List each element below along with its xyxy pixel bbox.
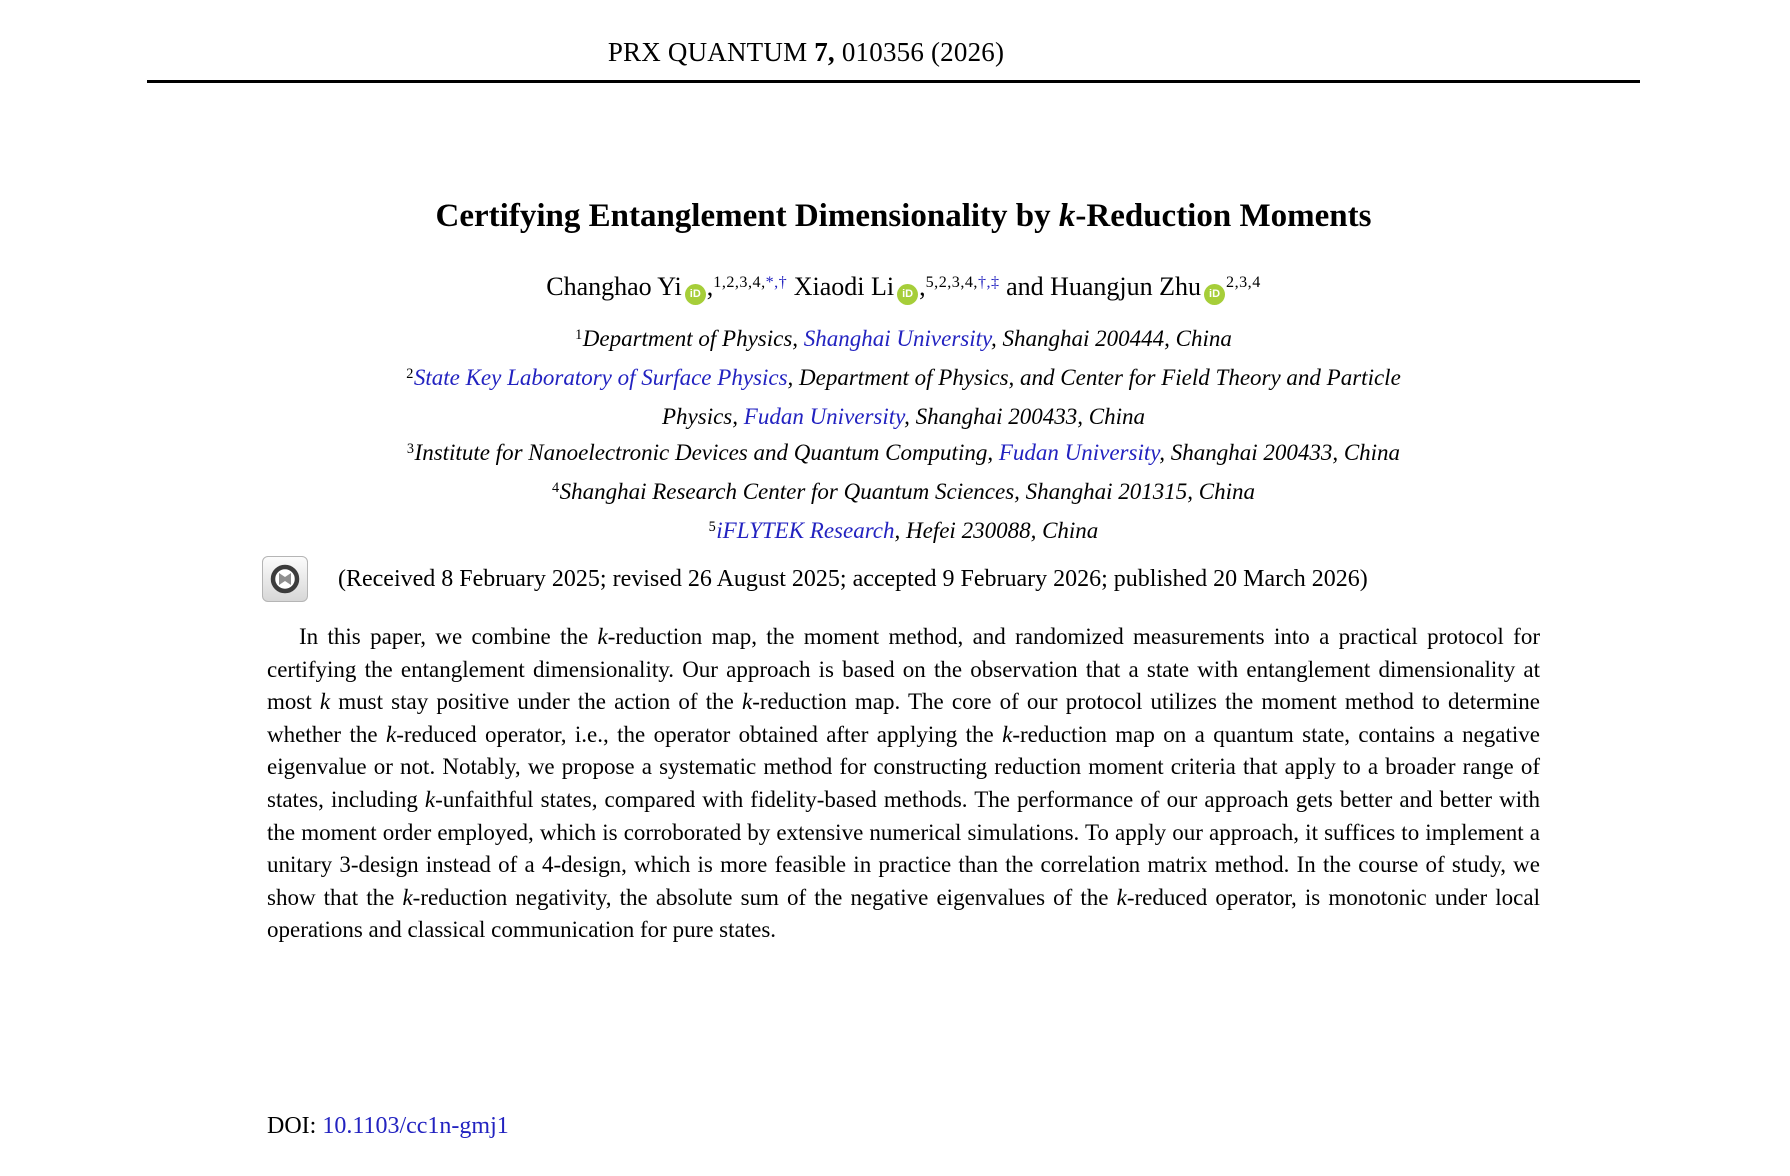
text-span: PRX QUANTUM [607, 37, 815, 67]
text-span: , [919, 272, 926, 301]
affiliation-line [267, 513, 1540, 552]
affiliation-line [267, 435, 1540, 474]
text-span: -reduced operator, is monotonic under local operations and classical communication for pure states. [267, 884, 1540, 943]
doi-line [267, 1113, 509, 1140]
text-link[interactable]: Shanghai University [803, 326, 991, 351]
text-span: Department of Physics, [582, 326, 804, 351]
article-title [267, 196, 1540, 236]
abstract [267, 621, 1540, 947]
affiliation-line [267, 321, 1540, 360]
text-span: k [742, 689, 753, 715]
text-span: , Department of Physics, and Center for Field Theory and Particle [787, 365, 1401, 390]
text-span: -reduction map on a quantum state, contains a negative eigenvalue or not. Notably, we propose a systematic method for constructing reduction moment criteria that apply to a broader range of states, including [267, 721, 1540, 812]
text-span: k [424, 786, 436, 812]
doi-link[interactable]: 10.1103/cc1n-gmj1 [322, 1113, 509, 1139]
text-span: k [1002, 721, 1013, 747]
text-span: k [597, 624, 608, 649]
header-rule [147, 80, 1640, 83]
text-link[interactable]: iFLYTEK Research [716, 518, 895, 543]
text-span: 5 [708, 518, 717, 535]
crossmark-icon[interactable] [262, 556, 308, 602]
text-span: , Shanghai 200444, China [990, 326, 1232, 351]
text-span: 4 [551, 479, 560, 496]
text-span: 7, [814, 37, 835, 67]
text-link[interactable]: Fudan University [998, 440, 1160, 465]
text-span: 1,2,3,4, [713, 273, 766, 291]
text-span: 1 [575, 326, 583, 343]
text-span: and Huangjun Zhu [999, 272, 1202, 301]
text-span: k [1116, 884, 1127, 910]
text-span: Physics, [662, 404, 744, 429]
text-link[interactable]: †,‡ [977, 273, 1000, 291]
text-span: , Shanghai 200433, China [1159, 440, 1401, 465]
doi-label: DOI: [267, 1113, 323, 1139]
text-span: , Hefei 230088, China [894, 518, 1099, 543]
text-span: k [385, 721, 397, 747]
text-link[interactable]: Fudan University [743, 404, 905, 429]
authors-line [267, 268, 1540, 310]
text-link[interactable]: State Key Laboratory of Surface Physics [413, 365, 788, 390]
text-span: -reduction map. The core of our protocol utilizes the moment method to determine whether the [267, 689, 1541, 747]
text-span: 010356 (2026) [834, 37, 1005, 67]
text-link[interactable]: *,† [765, 273, 788, 291]
received-row [262, 556, 1547, 602]
text-span: , Shanghai 200433, China [904, 404, 1145, 429]
text-span: -reduction map, the moment method, and randomized measurements into a practical protocol for certifying the entanglement dimensionality. Our approach is based on the observation that a state with entanglement dimensionality at most [267, 624, 1540, 715]
affiliations-block [267, 321, 1540, 552]
text-span: Xiaodi Li [787, 272, 895, 301]
affiliation-line [267, 474, 1540, 513]
text-span: 2,3,4 [1226, 273, 1261, 291]
text-span: 2 [406, 365, 414, 382]
text-span: Shanghai Research Center for Quantum Sciences, Shanghai 201315, China [559, 479, 1256, 504]
text-span: , [706, 272, 714, 301]
text-span: must stay positive under the action of the [330, 689, 742, 715]
orcid-icon[interactable]: iD [897, 284, 918, 305]
text-span: 3 [406, 440, 415, 457]
text-span: -reduction negativity, the absolute sum of the negative eigenvalues of the [412, 884, 1117, 910]
text-span: -unfaithful states, compared with fidelity-based methods. The performance of our approach gets better and better with the moment order employed, which is corroborated by extensive numerical simulations. To apply our approach, it suffices to implement a unitary 3-design instead of a 4-design, which is more feasible in practice than the correlation matrix method. In the course of study, we show that the [267, 786, 1540, 910]
text-span: -Reduction Moments [1075, 198, 1372, 234]
text-span: Certifying Entanglement Dimensionality by [435, 198, 1059, 234]
text-span: k [1058, 198, 1076, 234]
text-span: Changhao Yi [546, 272, 682, 301]
affiliation-line [267, 360, 1540, 435]
journal-header [608, 37, 1004, 68]
text-span: k [402, 884, 413, 910]
text-span: In this paper, we combine the [299, 624, 598, 649]
text-span: Institute for Nanoelectronic Devices and Quantum Computing, [414, 440, 999, 465]
text-span: 5,2,3,4, [925, 273, 978, 291]
orcid-icon[interactable]: iD [1204, 284, 1225, 305]
orcid-icon[interactable]: iD [685, 284, 706, 305]
text-span: -reduced operator, i.e., the operator obtained after applying the [396, 721, 1003, 747]
received-dates: (Received 8 February 2025; revised 26 August 2025; accepted 9 February 2026; published 20 March 2026) [338, 565, 1368, 592]
text-span: k [319, 689, 331, 715]
